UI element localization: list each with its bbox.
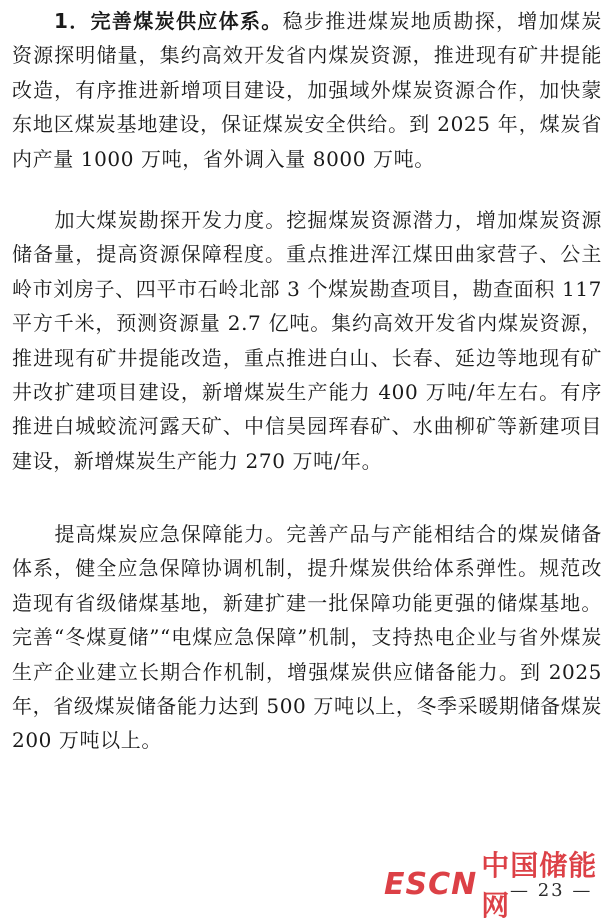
paragraph-body: 稳步推进煤炭地质勘探，增加煤炭资源探明储量，集约高效开发省内煤炭资源，推进现有矿井提能改造，有序推进新增项目建设，加强域外煤炭资源合作，加快蒙东地区煤炭基地建设，保证煤炭安全供给。到 2025 年，煤炭省内产量 1000 万吨，省外调入量 8000 万吨。 (12, 9, 602, 171)
paragraph-body: 加大煤炭勘探开发力度。挖掘煤炭资源潜力，增加煤炭资源储备量，提高资源保障程度。重点推进浑江煤田曲家营子、公主岭市刘房子、四平市石岭北部 3 个煤炭勘查项目，勘查面积 117 平方千米，预测资源量 2.7 亿吨。集约高效开发省内煤炭资源，推进现有矿井提能改造，重点推进白山、长春、延边等地现有矿井改扩建项目建设，新增煤炭生产能力 400 万吨/年左右。有序推进白城蛟流河露天矿、中信昊园珲春矿、水曲柳矿等新建项目建设，新增煤炭生产能力 270 万吨/年。 (12, 208, 602, 473)
page-number: — 23 — (510, 880, 593, 901)
paragraph-coal-supply-system (12, 4, 602, 176)
paragraph-exploration (12, 203, 602, 478)
paragraph-body: 提高煤炭应急保障能力。完善产品与产能相结合的煤炭储备体系，健全应急保障协调机制，提升煤炭供给体系弹性。规范改造现有省级储煤基地，新建扩建一批保障功能更强的储煤基地。完善“冬煤夏储”“电煤应急保障”机制，支持热电企业与省外煤炭生产企业建立长期合作机制，增强煤炭供应储备能力。到 2025 年，省级煤炭储备能力达到 500 万吨以上，冬季采暖期储备煤炭 200 万吨以上。 (12, 522, 602, 753)
paragraph-emergency-reserve (12, 517, 602, 758)
watermark-chinese-text: 中国储能网 (481, 849, 598, 922)
paragraph-heading: 1．完善煤炭供应体系。 (54, 9, 283, 33)
watermark-latin-text: ESCN (384, 866, 478, 902)
